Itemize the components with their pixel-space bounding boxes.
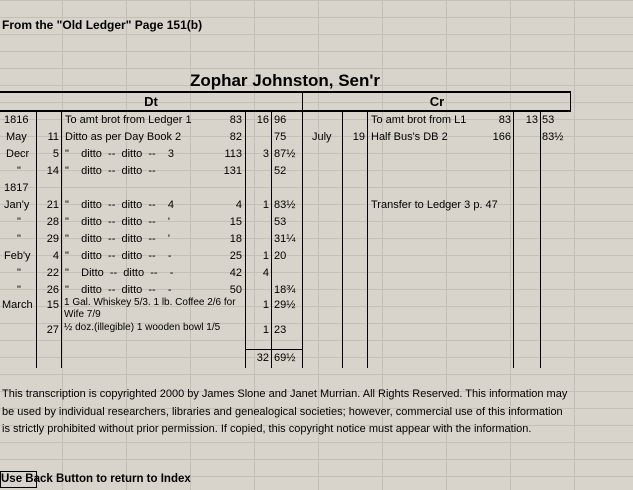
dt-date: 1816 [4,114,29,126]
dt-pounds: 1 [262,299,269,311]
cr-col-line [513,112,514,368]
dt-folio: 18 [229,233,242,245]
cr-desc: Half Bus's DB 2 [371,131,448,143]
dt-desc: " Ditto -- ditto -- - [65,267,174,279]
dt-col-line [61,112,62,368]
cr-col-line [540,112,541,368]
dt-desc: ½ doz.(illegible) 1 wooden bowl 1/5 [64,322,221,333]
dt-cents: 75 [274,131,287,143]
dt-date: Decr [6,148,30,160]
cr-day: 19 [352,131,365,143]
dt-desc: 1 Gal. Whiskey 5/3. 1 lb. Coffee 2/6 for Wife 7/9 [64,297,236,320]
dt-folio: 50 [229,284,242,296]
dt-desc: " ditto -- ditto -- ' [65,233,171,245]
dt-desc: " ditto -- ditto -- - [65,284,172,296]
dt-day: 26 [46,284,59,296]
dt-folio: 15 [229,216,242,228]
dt-cents: 20 [274,250,287,262]
dt-folio: 131 [223,165,242,177]
dt-pounds: 1 [262,250,269,262]
dt-col-line [271,112,272,368]
dt-desc: " ditto -- ditto -- [65,165,156,177]
dt-folio: 82 [229,131,242,143]
dt-day: 22 [46,267,59,279]
cr-cents: 53 [542,114,555,126]
dt-day: 5 [52,148,59,160]
cr-desc: To amt brot from L1 [371,114,467,126]
dt-date: " [17,284,21,296]
dt-desc: " ditto -- ditto -- ' [65,216,171,228]
cr-pounds: 13 [525,114,538,126]
dt-pounds: 1 [262,199,269,211]
dt-day: 29 [46,233,59,245]
dt-date: " [17,267,21,279]
account-name: Zophar Johnston, Sen'r [189,71,381,90]
cr-transfer-note: Transfer to Ledger 3 p. 47 [371,199,498,211]
dt-cents: 96 [274,114,287,126]
dt-date: " [17,233,21,245]
dt-total-pounds: 32 [256,352,269,364]
dt-date: May [6,131,27,143]
dt-desc: Ditto as per Day Book 2 [65,131,182,143]
dt-day: 27 [46,324,59,336]
page-header: From the "Old Ledger" Page 151(b) [2,18,203,32]
dt-cents: 29½ [274,299,296,311]
copyright-notice: This transcription is copyrighted 2000 by James Slone and Janet Murrian. All Rights Reserved. This information may be used by individual researchers, libraries and genealogical societies; however, commercial use of this information is strictly prohibited without prior permission. If copied, this copyright notice must appear with the information. [2,388,568,435]
dt-desc: " ditto -- ditto -- 3 [65,148,175,160]
dt-day: 21 [46,199,59,211]
debit-credit-divider [302,92,303,368]
dt-date: March [2,299,33,311]
credit-header: Cr [429,94,445,109]
cr-folio: 166 [492,131,511,143]
dt-day: 15 [46,299,59,311]
dt-cents: 18¾ [274,284,296,296]
dt-date: 1817 [4,182,29,194]
dt-date: Feb'y [4,250,31,262]
dt-folio: 4 [235,199,242,211]
dt-date: Jan'y [4,199,30,211]
dt-folio: 113 [224,148,242,160]
selected-cell-cursor[interactable] [0,471,37,488]
dt-folio: 25 [229,250,242,262]
dt-date: " [17,165,21,177]
dt-desc: To amt brot from Ledger 1 [65,114,192,126]
back-instruction: Use Back Button to return to Index [1,473,191,485]
dt-day: 14 [46,165,59,177]
dt-cents: 83½ [274,199,296,211]
dt-cents: 31¼ [274,233,296,245]
dt-desc: " ditto -- ditto -- - [65,250,172,262]
dt-pounds: 16 [256,114,269,126]
cr-cents: 83½ [542,131,564,143]
dt-cents: 53 [274,216,287,228]
dt-desc: " ditto -- ditto -- 4 [65,199,175,211]
cr-folio: 83 [498,114,511,126]
dt-day: 11 [47,131,59,143]
dt-cents: 52 [274,165,287,177]
table-right-edge [570,92,571,112]
dt-cents: 23 [274,324,287,336]
debit-header: Dt [144,94,158,109]
dt-total-cents: 69½ [274,352,296,364]
dt-folio: 83 [229,114,242,126]
cr-date: July [312,131,332,143]
dt-cents: 87½ [274,148,296,160]
cr-col-line [367,112,368,368]
dt-day: 28 [46,216,59,228]
dt-pounds: 3 [262,148,269,160]
dt-date: " [17,216,21,228]
dt-pounds: 4 [262,267,269,279]
dt-folio: 42 [229,267,242,279]
dt-day: 4 [52,250,59,262]
cr-col-line [342,112,343,368]
dt-pounds: 1 [262,324,269,336]
